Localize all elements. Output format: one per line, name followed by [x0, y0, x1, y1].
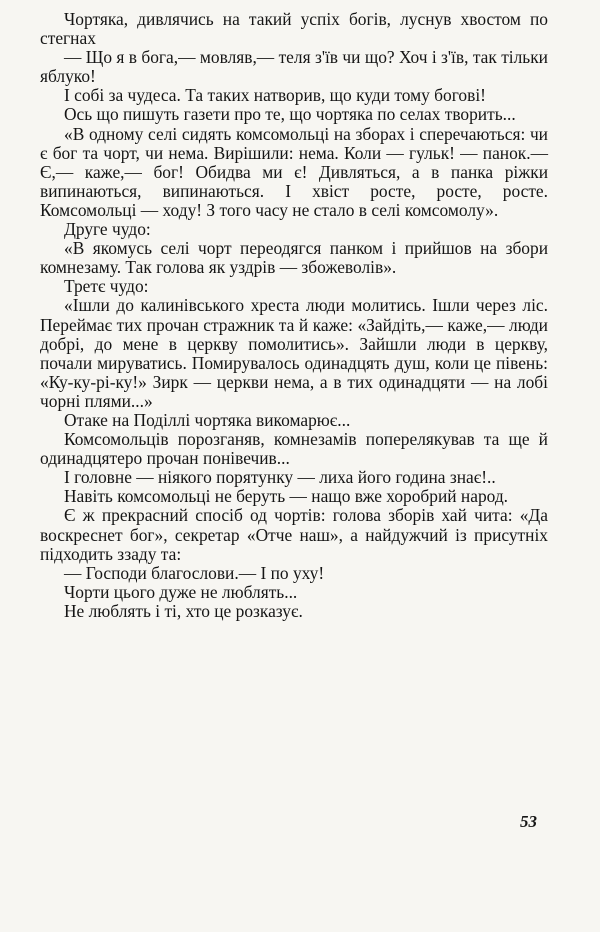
paragraph-15: — Господи благослови.— І по уху!	[64, 562, 325, 583]
body-text	[40, 10, 548, 621]
paragraph-14: Є ж прекрасний спосіб од чортів: голова зборів хай чита: «Да воскреснет бог», секретар «Отче наш», а найдужчий із присутніх підходить ззаду та:	[40, 505, 548, 564]
paragraph-10: Отаке на Поділлі чортяка викомарює...	[64, 409, 351, 430]
paragraph-4: Ось що пишуть газети про те, що чортяка по селах творить...	[64, 104, 516, 125]
paragraph-3: І собі за чудеса. Та таких натворив, що куди тому богові!	[64, 85, 486, 106]
paragraph-9: «Ішли до калинівського хреста люди молитись. Ішли через ліс. Переймає тих прочан стражник та й каже: «Зайдіть,— каже,— люди добрі, до мене в церкву помолитись». Зайшли люди в церкву, почали мируватись. Помирувалось одинадцять душ, коли це півень: «Ку-ку-рі-ку!» Зирк — церкви нема, а в тих одинадцяти — на лобі чорні плями...»	[40, 295, 548, 411]
paragraph-16: Чорти цього дуже не люблять...	[64, 581, 298, 602]
paragraph-17: Не люблять і ті, хто це розказує.	[64, 600, 303, 621]
paragraph-1: Чортяка, дивлячись на такий успіх богів, луснув хвостом по стегнах	[40, 9, 548, 49]
paragraph-7: «В якомусь селі чорт переодягся панком і прийшов на збори комнезаму. Так голова як уздрів — збожеволів».	[40, 238, 548, 278]
paragraph-2: — Що я в бога,— мовляв,— теля з'їв чи що? Хоч і з'їв, так тільки яблуко!	[40, 47, 548, 87]
paragraph-11: Комсомольців порозганяв, комнезамів поперелякував та ще й одинадцятеро прочан понівечив...	[40, 429, 548, 469]
paragraph-12: І головне — ніякого порятунку — лиха його година знає!..	[64, 467, 496, 488]
paragraph-13: Навіть комсомольці не беруть — нащо вже хоробрий народ.	[64, 486, 509, 507]
paragraph-6: Друге чудо:	[64, 219, 151, 240]
paragraph-5: «В одному селі сидять комсомольці на зборах і сперечаються: чи є бог та чорт, чи нема. Вирішили: нема. Коли — гульк! — панок.— Є,— каже,— бог! Обидва ми є! Дивляться, а в панка ріжки випинаються, випинаються. І хвіст росте, росте, росте. Комсомольці — ходу! З того часу не стало в селі комсомолу».	[40, 123, 548, 220]
paragraph-8: Третє чудо:	[64, 276, 149, 297]
page-number: 53	[520, 812, 537, 831]
